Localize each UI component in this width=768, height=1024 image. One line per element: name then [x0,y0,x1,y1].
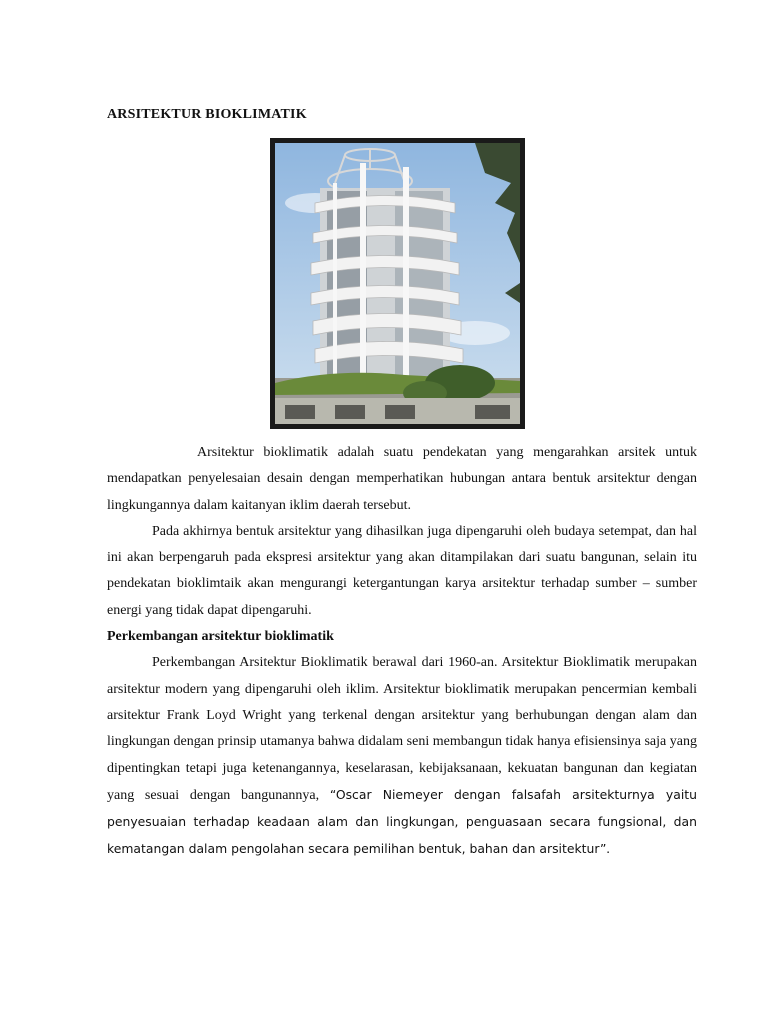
building-photo [270,138,525,429]
document-body [107,440,697,864]
paragraph-3-text: Perkembangan Arsitektur Bioklimatik berawal dari 1960-an. Arsitektur Bioklimatik merupakan arsitektur modern yang dipengaruhi oleh iklim. Arsitektur bioklimatik merupakan pencermian kembali arsitektur Frank Loyd Wright yang terkenal dengan arsitektur yang berhubungan dengan alam dan lingkungan dengan prinsip utamanya bahwa didalam seni membangun tidak hanya efisiensinya saja yang dipentingkan tetapi juga ketenangannya, keselarasan, kebijaksanaan, kekuatan bangunan dan kegiatan yang sesuai dengan bangunannya, [107,655,697,803]
section-heading: Perkembangan arsitektur bioklimatik [107,629,334,645]
bioclimatic-tower-photo-icon [275,143,520,424]
paragraph-1: Arsitektur bioklimatik adalah suatu pendekatan yang mengarahkan arsitek untuk mendapatkan penyelesaian desain dengan memperhatikan hubungan antara bentuk arsitektur dengan lingkungannya dalam kaitanyan iklim daerah tersebut. [107,445,697,513]
quote-end: . [606,842,610,858]
document-title: ARSITEKTUR BIOKLIMATIK [107,107,307,122]
paragraph-2: Pada akhirnya bentuk arsitektur yang dihasilkan juga dipengaruhi oleh budaya setempat, dan hal ini akan berpengaruh pada ekspresi arsitektur yang akan ditampilakan dari suatu bangunan, selain itu pendekatan bioklimtaik akan mengurangi ketergantungan karya arsitektur terhadap sumber – sumber energi yang tidak dapat dipengaruhi. [107,523,697,618]
paragraph-3 [107,650,697,863]
niemeyer-quote: “Oscar Niemeyer dengan falsafah arsitekturnya yaitu penyesuaian terhadap keadaan alam dan lingkungan, penguasaan secara fungsional, dan kematangan dalam pengolahan secara pemilihan bentuk, bahan dan arsitektur” [107,786,698,857]
